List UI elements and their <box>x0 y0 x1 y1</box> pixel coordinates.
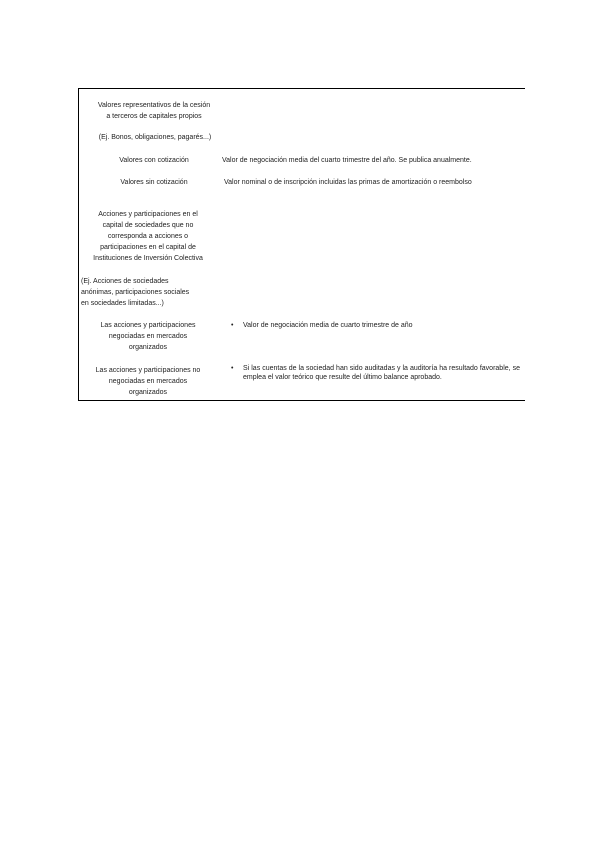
r6-label-line-3: organizados <box>128 389 168 396</box>
r6-bullet-icon: • <box>231 365 234 372</box>
r6-label-line-2: negociadas en mercados <box>108 378 188 385</box>
r5-bullet-icon: • <box>231 322 234 329</box>
r5-value: Valor de negociación media de cuarto trimestre de año <box>243 322 413 329</box>
r4-example-line-3: en sociedades limitadas...) <box>81 300 164 307</box>
r6-value: Si las cuentas de la sociedad han sido auditadas y la auditoría ha resultado favorable, se emplea el valor teórico que resulte del último balance aprobado. <box>243 365 520 381</box>
r3-value: Valor nominal o de inscripción incluidas las primas de amortización o reembolso <box>224 179 472 186</box>
r5-label-line-3: organizados <box>128 344 168 351</box>
r1-label-line-1: Valores representativos de la cesión <box>97 102 211 109</box>
r4-example-line-2: anónimas, participaciones sociales <box>81 289 190 296</box>
r1-label-line-2: a terceros de capitales propios <box>106 113 202 120</box>
r3-label: Valores sin cotización <box>120 179 188 186</box>
r5-label-line-2: negociadas en mercados <box>108 333 188 340</box>
r5-label-line-1: Las acciones y participaciones <box>100 322 196 329</box>
r4-label-line-5: Instituciones de Inversión Colectiva <box>93 255 203 262</box>
r2-value: Valor de negociación media del cuarto trimestre del año. Se publica anualmente. <box>222 157 472 164</box>
r6-label-line-1: Las acciones y participaciones no <box>95 367 201 374</box>
r4-example-line-1: (Ej. Acciones de sociedades <box>81 278 169 285</box>
r4-label-line-2: capital de sociedades que no <box>102 222 194 229</box>
r1-example: (Ej. Bonos, obligaciones, pagarés...) <box>98 134 212 141</box>
r4-label-line-3: corresponda a acciones o <box>107 233 189 240</box>
r4-label-line-1: Acciones y participaciones en el <box>98 211 198 218</box>
r4-label-line-4: participaciones en el capital de <box>100 244 196 251</box>
r2-label: Valores con cotización <box>119 157 189 164</box>
